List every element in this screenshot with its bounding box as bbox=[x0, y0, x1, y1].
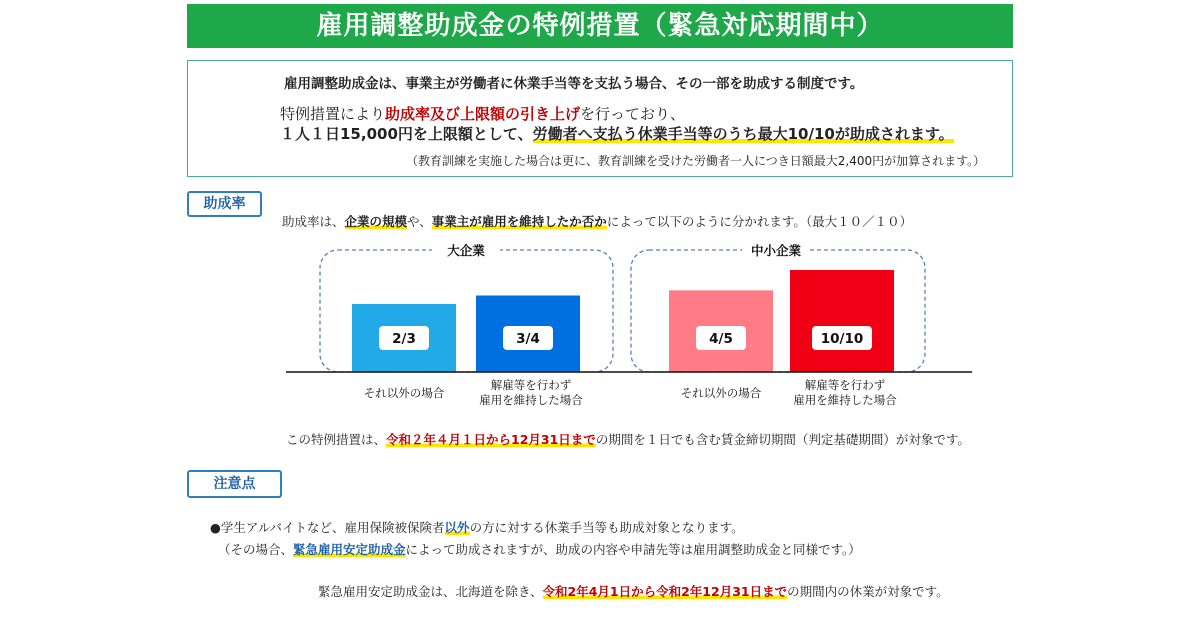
caution-line-2-pre: （その場合、 bbox=[218, 542, 294, 557]
bar-value-label: 2/3 bbox=[392, 331, 416, 347]
summary-line-2-pre: 特例措置により bbox=[280, 105, 386, 123]
x-tick-label-line1: 解雇等を行わず bbox=[490, 378, 572, 392]
caution-line-2 bbox=[218, 540, 861, 558]
bar bbox=[790, 270, 894, 372]
x-tick-label: それ以外の場合 bbox=[680, 386, 762, 400]
summary-line-4: （教育訓練を実施した場合は更に、教育訓練を受けた労働者一人につき日額最大2,400円が加算されます。） bbox=[406, 154, 986, 168]
x-tick-label: それ以外の場合 bbox=[363, 386, 445, 400]
max-rate-highlight: 労働者へ支払う休業手当等のうち最大10/10が助成されます。 bbox=[532, 125, 954, 143]
section-label-caution: 注意点 bbox=[187, 470, 282, 498]
x-tick-label-line2: 雇用を維持した場合 bbox=[479, 393, 583, 407]
caution-line-3 bbox=[318, 582, 949, 600]
period-highlight: 令和２年４月１日から12月31日まで bbox=[386, 432, 596, 447]
rate-desc-post: によって以下のように分かれます。（最大１０／１０） bbox=[606, 214, 913, 229]
page-title: 雇用調整助成金の特例措置（緊急対応期間中） bbox=[187, 4, 1013, 48]
rate-desc-mid: や、 bbox=[407, 214, 432, 229]
period-note bbox=[286, 430, 970, 448]
emergency-subsidy-highlight: 緊急雇用安定助成金 bbox=[293, 542, 406, 557]
group-title-label: 大企業 bbox=[447, 243, 485, 258]
x-tick-label-line2: 雇用を維持した場合 bbox=[793, 393, 897, 407]
bar-value-label: 4/5 bbox=[709, 331, 733, 347]
summary-line-1: 雇用調整助成金は、事業主が労働者に休業手当等を支払う場合、その一部を助成する制度です。 bbox=[284, 76, 864, 92]
group-title-label: 中小企業 bbox=[750, 243, 802, 258]
period-note-post: の期間を１日でも含む賃金締切期間（判定基礎期間）が対象です。 bbox=[595, 432, 970, 447]
bar-value-label: 10/10 bbox=[820, 331, 864, 347]
caution-line-3-pre: 緊急雇用安定助成金は、北海道を除き、 bbox=[318, 584, 543, 599]
summary-line-3-pre: １人１日15,000円を上限額として、 bbox=[280, 125, 533, 143]
rate-desc-pre: 助成率は、 bbox=[282, 214, 345, 229]
non-insured-highlight: 以外 bbox=[444, 520, 470, 535]
caution-line-1-pre: ●学生アルバイトなど、雇用保険被保険者 bbox=[210, 520, 445, 535]
caution-line-2-post: によって助成されますが、助成の内容や申請先等は雇用調整助成金と同様です。） bbox=[405, 542, 861, 557]
rate-increase-highlight: 助成率及び上限額の引き上げ bbox=[385, 105, 581, 123]
caution-line-1-post: の方に対する休業手当等も助成対象となります。 bbox=[469, 520, 744, 535]
caution-line-3-post: の期間内の休業が対象です。 bbox=[787, 584, 949, 599]
period-note-pre: この特例措置は、 bbox=[286, 432, 387, 447]
employment-retention-highlight: 事業主が雇用を維持したか否か bbox=[431, 214, 607, 229]
bar-value-label: 3/4 bbox=[516, 331, 540, 347]
summary-line-2-post: を行っており、 bbox=[580, 105, 686, 123]
x-tick-label-line1: 解雇等を行わず bbox=[804, 378, 886, 392]
company-size-highlight: 企業の規模 bbox=[344, 214, 408, 229]
emergency-period-highlight: 令和2年4月1日から令和2年12月31日まで bbox=[542, 584, 788, 599]
caution-line-1 bbox=[210, 518, 744, 536]
section-label-rate: 助成率 bbox=[187, 191, 262, 217]
